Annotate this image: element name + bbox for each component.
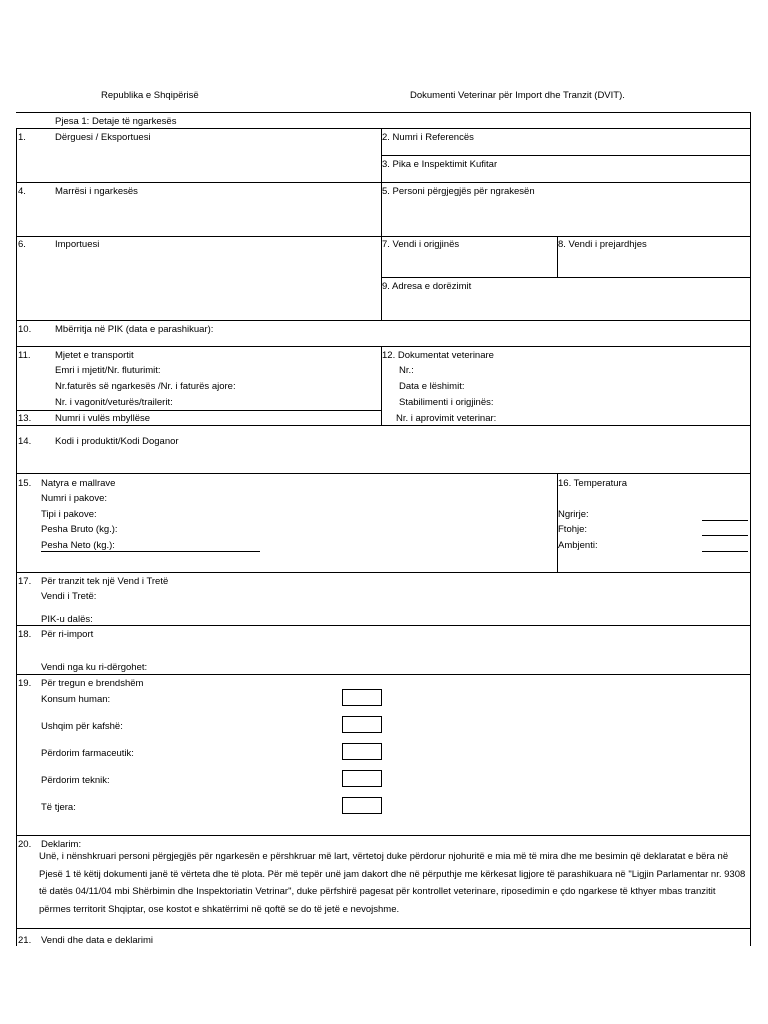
s6-label: Importuesi [55,239,100,250]
s3-label: 3. Pika e Inspektimit Kufitar [382,159,498,170]
s19-number: 19. [18,678,32,689]
s16-ambient: Ambjenti: [558,540,598,551]
s11-invoice-number: Nr.faturës së ngarkesës /Nr. i faturës ajore: [55,381,236,392]
s1-label: Dërguesi / Eksportuesi [55,132,151,143]
s15-package-type: Tipi i pakove: [41,509,97,520]
s19-option-other: Të tjera: [41,802,76,813]
s21-label: Vendi dhe data e deklarimi [41,935,153,946]
s4-number: 4. [18,186,26,197]
s16-freezing: Ngrirje: [558,509,589,520]
s19-option-human-consumption: Konsum human: [41,694,111,705]
other-checkbox[interactable] [342,797,382,814]
technical-checkbox[interactable] [342,770,382,787]
s11-number: 11. [18,350,31,361]
s20-number: 20. [18,839,32,850]
s11-wagon-number: Nr. i vagonit/veturës/trailerit: [55,397,173,408]
animal-feed-checkbox[interactable] [342,716,382,733]
s6-number: 6. [18,239,26,250]
s11-label: Mjetet e transportit [55,350,134,361]
s17-third-country: Vendi i Tretë: [41,591,97,602]
s1-number: 1. [18,132,26,143]
s4-label: Marrësi i ngarkesës [55,186,138,197]
freezing-input-line[interactable] [702,520,748,521]
s7-label: 7. Vendi i origjinës [382,239,460,250]
s12-approval-number: Nr. i aprovimit veterinar: [396,413,497,424]
s12-establishment: Stabilimenti i origjinës: [399,397,494,408]
s18-label: Për ri-import [41,629,94,640]
document-title: Dokumenti Veterinar për Import dhe Tranzit (DVIT). [410,90,625,101]
ambient-input-line[interactable] [702,551,748,552]
country-title: Republika e Shqipërisë [101,90,199,101]
s19-option-animal-feed: Ushqim për kafshë: [41,721,123,732]
s16-label: 16. Temperatura [558,478,628,489]
pharmaceutical-checkbox[interactable] [342,743,382,760]
s21-number: 21. [18,935,32,946]
human-consumption-checkbox[interactable] [342,689,382,706]
s14-label: Kodi i produktit/Kodi Doganor [55,436,179,447]
s13-number: 13. [18,413,32,424]
s18-resend-country: Vendi nga ku ri-dërgohet: [41,662,148,673]
s11-vehicle-name: Emri i mjetit/Nr. fluturimit: [55,365,161,376]
s12-doc-number: Nr.: [399,365,414,376]
s8-label: 8. Vendi i prejardhjes [558,239,647,250]
declaration-text: Unë, i nënshkruari personi përgjegjës për ngarkesën e përshkruar më lart, vërtetoj duke përdorur njohuritë e mia më të mira dhe me besimin që deklaratat e bëra në Pjesë 1 të këtij dokumenti janë të vërteta dhe të plota. Për më tepër unë jam dakort dhe në përputhje me kërkesat ligjore të parashikuara në "Ligjin Parlamentar nr. 9308 të datës 04/11/04 mbi Shërbimin dhe Inspektoriatin Vetrinar", duke përfshirë pagesat për kontrollet veterinare, riposedimin e çdo ngarkese të kthyer mbas tranzitit përmes territorit Shqiptar, ose kostot e shkatërrimi në qoftë se do të jetë e nevojshme. [39,851,746,915]
s15-net-weight: Pesha Neto (kg.): [41,540,115,551]
s5-label: 5. Personi përgjegjës për ngrakesën [382,186,535,197]
s2-label: 2. Numri i Referencës [382,132,474,143]
s17-exit-bip: PIK-u dalës: [41,614,93,625]
s10-number: 10. [18,324,32,335]
s19-option-technical: Përdorim teknik: [41,775,110,786]
s15-gross-weight: Pesha Bruto (kg.): [41,524,118,535]
s17-label: Për tranzit tek një Vend i Tretë [41,576,169,587]
part1-heading: Pjesa 1: Detaje të ngarkesës [55,116,177,127]
s19-label: Për tregun e brendshëm [41,678,144,689]
s14-number: 14. [18,436,32,447]
s12-label: 12. Dokumentat veterinare [382,350,494,361]
s13-label: Numri i vulës mbyllëse [55,413,151,424]
s15-number: 15. [18,478,32,489]
s20-label: Deklarim: [41,839,82,850]
s9-label: 9. Adresa e dorëzimit [382,281,472,292]
s16-chilled: Ftohje: [558,524,588,535]
s18-number: 18. [18,629,32,640]
s17-number: 17. [18,576,32,587]
s15-package-count: Numri i pakove: [41,493,107,504]
s10-label: Mbërritja në PIK (data e parashikuar): [55,324,214,335]
s13-divider [16,410,381,411]
s15-label: Natyra e mallrave [41,478,116,489]
net-weight-underline [41,551,260,552]
chilled-input-line[interactable] [702,535,748,536]
s12-issue-date: Data e lëshimit: [399,381,465,392]
s19-option-pharmaceutical: Përdorim farmaceutik: [41,748,134,759]
